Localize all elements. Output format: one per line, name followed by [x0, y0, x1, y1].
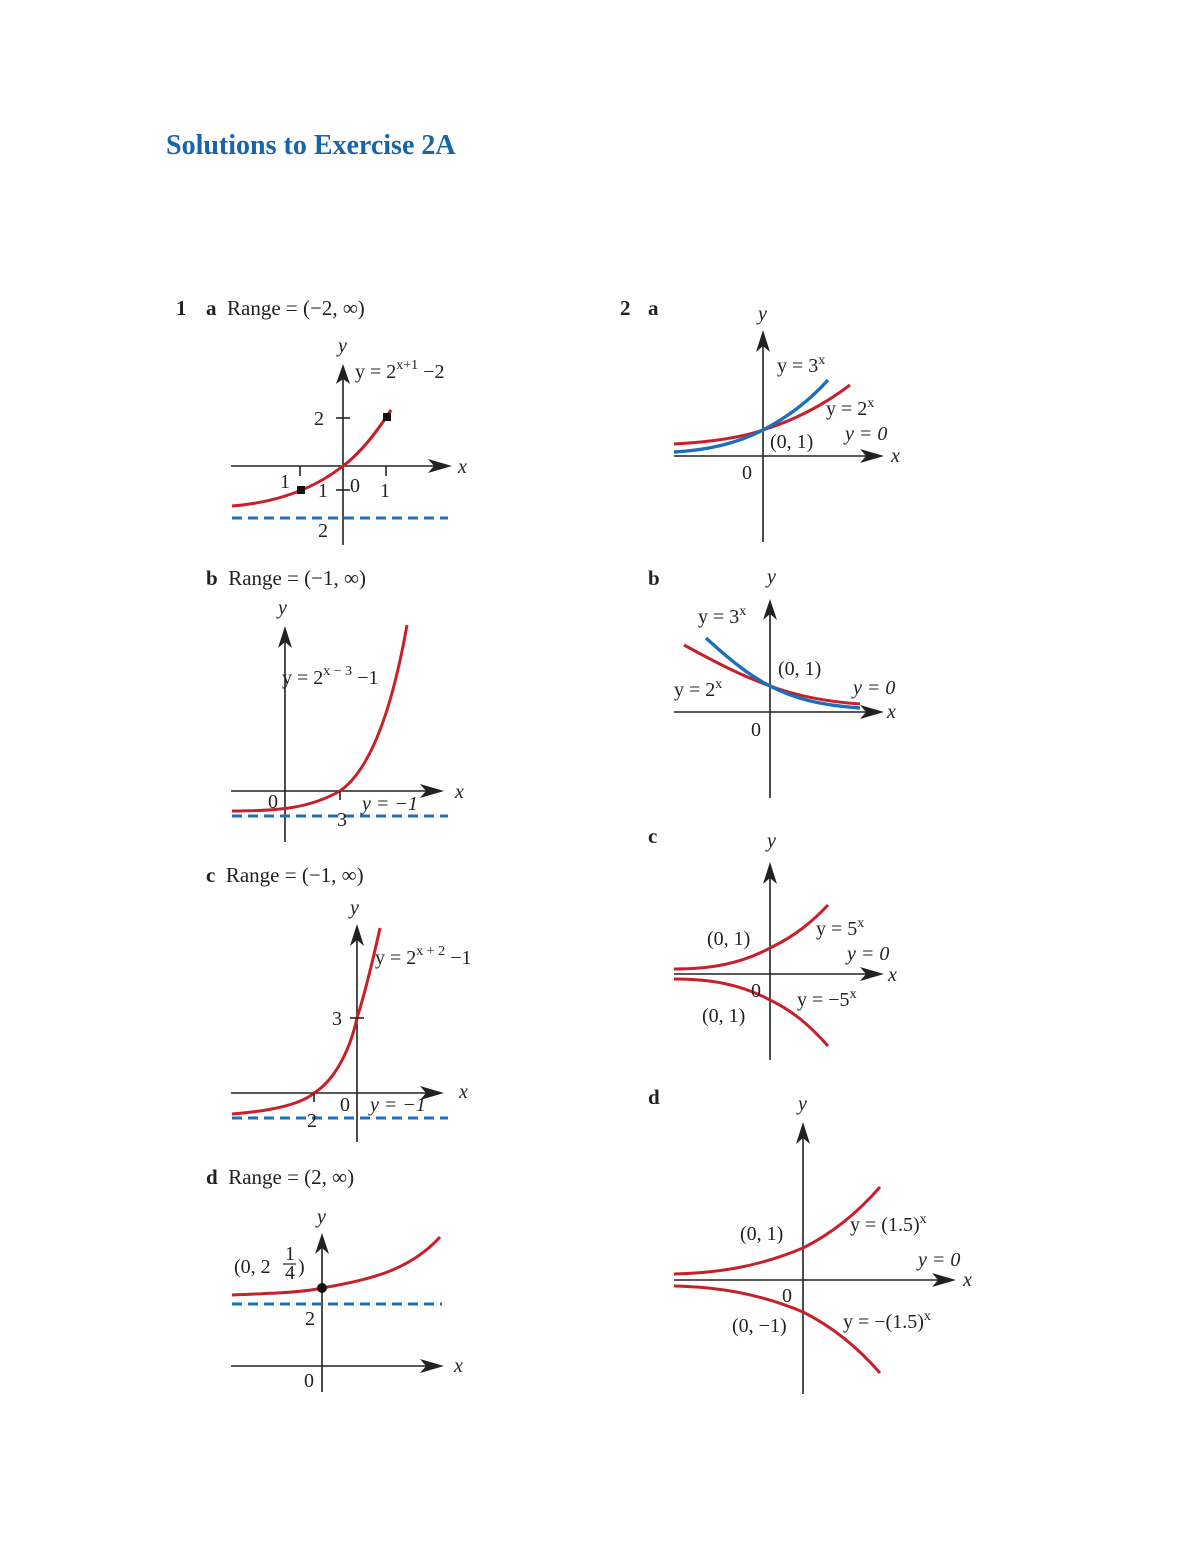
equation-red: $y = 2^x$: [674, 677, 723, 701]
origin-label: 0: [782, 1285, 792, 1307]
x-axis-label: x: [891, 445, 900, 467]
graph-2b: [674, 566, 896, 798]
tick-label: 1: [380, 480, 390, 502]
part-letter: a: [648, 296, 659, 320]
point-label: (0, 1): [778, 658, 822, 680]
curve-2c-up: [674, 905, 828, 969]
graph-1d: [231, 1206, 463, 1392]
x-axis-label: x: [458, 456, 467, 478]
curve-2a-red: [674, 385, 850, 444]
equation-down: $y = -5^x$: [797, 987, 857, 1011]
part-letter: b: [648, 566, 660, 590]
tick-label: 3: [332, 1008, 342, 1030]
x-axis-label: x: [454, 1355, 463, 1377]
y-axis-label: y: [278, 597, 287, 619]
equation-blue: $y = 3^x$: [777, 353, 826, 377]
range-1d: Range = (2, ∞): [228, 1165, 355, 1189]
equation-label: $y = 2^{x + 2} -1$: [375, 944, 472, 969]
curve-1a: [232, 410, 391, 506]
x-axis-label: x: [455, 781, 464, 803]
tick-label: 1: [280, 471, 290, 493]
y-axis-label: y: [767, 830, 776, 852]
range-1b: Range = (−1, ∞): [228, 566, 366, 590]
tick-label: 2: [318, 520, 328, 542]
fraction-numerator: 1: [285, 1243, 295, 1265]
part-letter: b: [206, 566, 218, 590]
part-letter: a: [206, 296, 217, 320]
point-label: (0, 1): [770, 431, 814, 453]
equation-label: $y = 2^{x+1} -2$: [355, 358, 445, 383]
part-letter: d: [648, 1085, 660, 1109]
point-label: (0, 2: [234, 1256, 271, 1278]
y-axis-label: y: [350, 897, 359, 919]
asymptote-label: y = 0: [918, 1249, 961, 1271]
point-marker: [297, 486, 305, 494]
tick-label: 2: [305, 1308, 315, 1330]
curve-1b: [232, 625, 407, 811]
tick-label: 0: [350, 475, 360, 497]
asymptote-label: y = 0: [845, 423, 888, 445]
equation-up: $y = 5^x$: [816, 916, 865, 940]
equation-red: $y = 2^x$: [826, 396, 875, 420]
x-axis-label: x: [888, 964, 897, 986]
equation-label: $y = 2^{x - 3} -1$: [282, 664, 379, 689]
tick-label: 1: [318, 480, 328, 502]
y-axis-label: y: [798, 1093, 807, 1115]
asymptote-label: y = 0: [853, 677, 896, 699]
x-axis-label: x: [963, 1269, 972, 1291]
x-axis-label: x: [887, 701, 896, 723]
origin-label: 0: [751, 719, 761, 741]
graph-1a: [231, 335, 467, 545]
asymptote-label: y = −1: [370, 1094, 426, 1116]
y-axis-label: y: [317, 1206, 326, 1228]
graph-2d: [674, 1093, 972, 1394]
question-number-2: 2: [620, 296, 631, 320]
part-letter: c: [206, 863, 216, 887]
point-label-down: (0, −1): [732, 1315, 787, 1337]
tick-label: 0: [340, 1094, 350, 1116]
point-label-up: (0, 1): [740, 1223, 784, 1245]
y-axis-label: y: [338, 335, 347, 357]
tick-label: 2: [307, 1110, 317, 1132]
graph-2c: [674, 830, 897, 1060]
asymptote-label: y = −1: [362, 793, 418, 815]
point-label-up: (0, 1): [707, 928, 751, 950]
tick-label: 2: [314, 408, 324, 430]
equation-down: $y = -(1.5)^x$: [843, 1309, 931, 1333]
graph-1b: [231, 597, 464, 842]
origin-label: 0: [751, 980, 761, 1002]
range-1a: Range = (−2, ∞): [227, 296, 365, 320]
point-marker: [317, 1283, 327, 1293]
point-label-close: ): [298, 1256, 305, 1278]
tick-label: 0: [268, 791, 278, 813]
tick-label: 3: [337, 809, 347, 831]
part-letter: d: [206, 1165, 218, 1189]
tick-label: 0: [304, 1370, 314, 1392]
point-marker: [383, 413, 391, 421]
point-label-down: (0, 1): [702, 1005, 746, 1027]
x-axis-label: x: [459, 1081, 468, 1103]
equation-up: $y = (1.5)^x$: [850, 1212, 927, 1236]
graph-2a: [674, 303, 900, 542]
page-title: Solutions to Exercise 2A: [166, 130, 456, 161]
y-axis-label: y: [767, 566, 776, 588]
equation-blue: $y = 3^x$: [698, 604, 747, 628]
y-axis-label: y: [758, 303, 767, 325]
part-letter: c: [648, 824, 658, 848]
asymptote-label: y = 0: [847, 943, 890, 965]
question-number-1: 1: [176, 296, 187, 320]
fraction-denominator: 4: [285, 1262, 295, 1284]
origin-label: 0: [742, 462, 752, 484]
range-1c: Range = (−1, ∞): [225, 863, 364, 887]
graph-1c: [231, 897, 471, 1142]
